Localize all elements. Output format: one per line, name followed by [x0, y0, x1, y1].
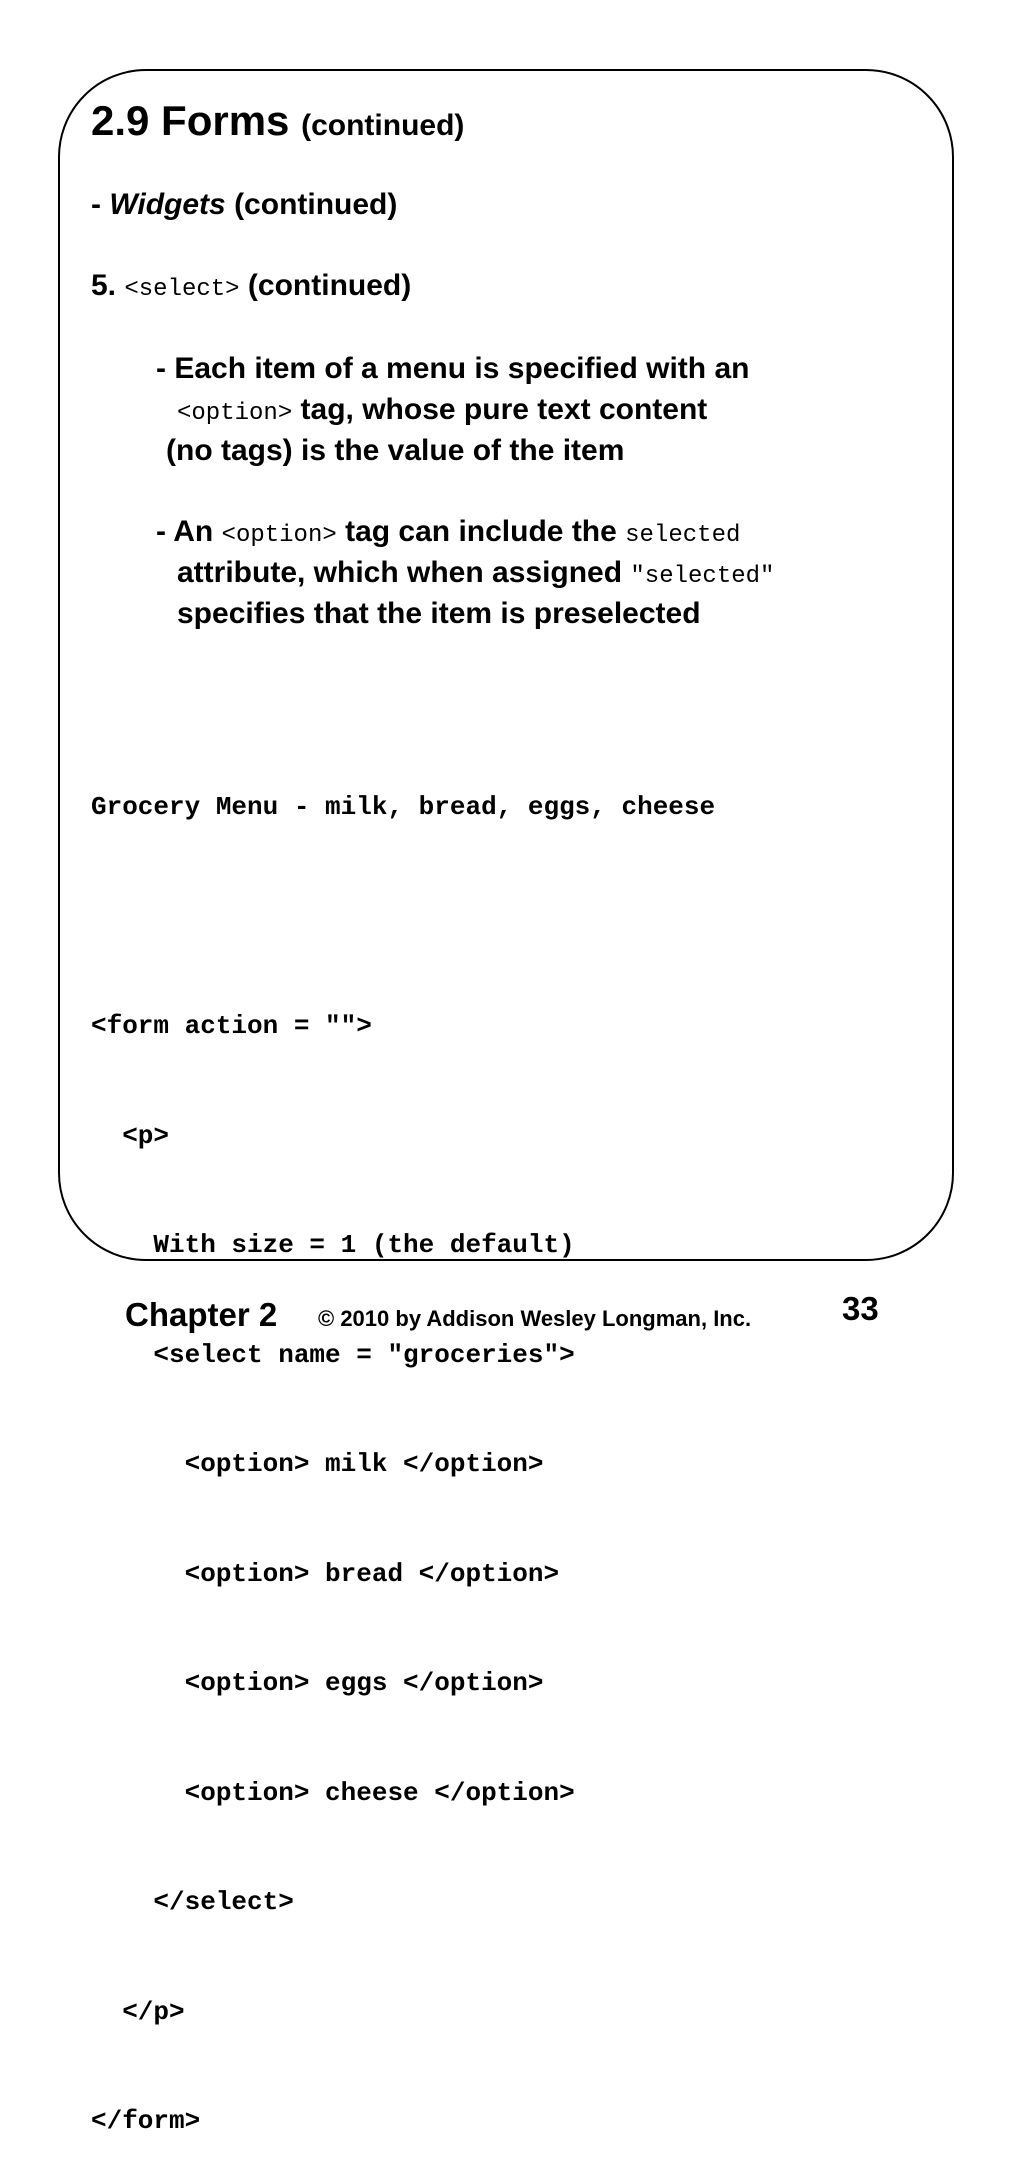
bullet1-line2	[177, 389, 707, 434]
subhead	[91, 185, 397, 225]
subhead-dash: -	[91, 188, 110, 221]
subhead-suffix: (continued)	[225, 188, 398, 221]
code-line: </form>	[91, 2106, 201, 2136]
bullet1-tag: <option>	[177, 400, 293, 427]
footer-copyright: © 2010 by Addison Wesley Longman, Inc.	[318, 1306, 752, 1331]
bullet1-line3: (no tags) is the value of the item	[166, 434, 625, 467]
section-suffix: (continued)	[239, 269, 412, 302]
bullet2-line1-b: tag can include the	[336, 515, 626, 548]
title-text: 2.9 Forms	[91, 97, 290, 144]
code-line: <p>	[91, 1120, 170, 1151]
section-number: 5.	[91, 269, 125, 302]
code-line: <select name = "groceries">	[91, 1339, 575, 1370]
section-tag: <select>	[124, 276, 240, 303]
code-line: </p>	[91, 1996, 185, 2027]
code-line: With size = 1 (the default)	[91, 1230, 575, 1260]
bullet2-tag: <option>	[221, 522, 337, 549]
code-line: <option> bread </option>	[91, 1558, 560, 1589]
code-line: <form action = "">	[91, 1011, 372, 1041]
bullet2-line3: specifies that the item is preselected	[177, 597, 701, 630]
bullet1-line2-text: tag, whose pure text content	[292, 393, 708, 426]
slide-title	[91, 96, 464, 151]
page-number: 33	[842, 1290, 879, 1327]
code-block	[91, 716, 715, 2176]
footer-chapter: Chapter 2	[125, 1296, 278, 1333]
code-line: </select>	[91, 1887, 294, 1917]
subhead-emph: Widgets	[109, 188, 226, 221]
code-line: <option> eggs </option>	[91, 1668, 544, 1698]
bullet2-attr: selected	[625, 522, 741, 549]
bullet2-line2-a: attribute, which when assigned	[177, 556, 631, 589]
bullet1-line1: - Each item of a menu is specified with an	[156, 352, 750, 385]
bullet2-line1-a: - An	[156, 515, 222, 548]
code-line: Grocery Menu - milk, bread, eggs, cheese	[91, 792, 716, 822]
code-line: <option> cheese </option>	[91, 1777, 575, 1808]
title-suffix: (continued)	[301, 109, 465, 142]
code-line	[91, 899, 715, 936]
code-line: <option> milk </option>	[91, 1449, 544, 1479]
bullet2-value: "selected"	[630, 563, 775, 590]
bullet2-line2	[177, 552, 774, 597]
section-heading	[91, 266, 411, 310]
bullet2-line1	[156, 511, 740, 556]
